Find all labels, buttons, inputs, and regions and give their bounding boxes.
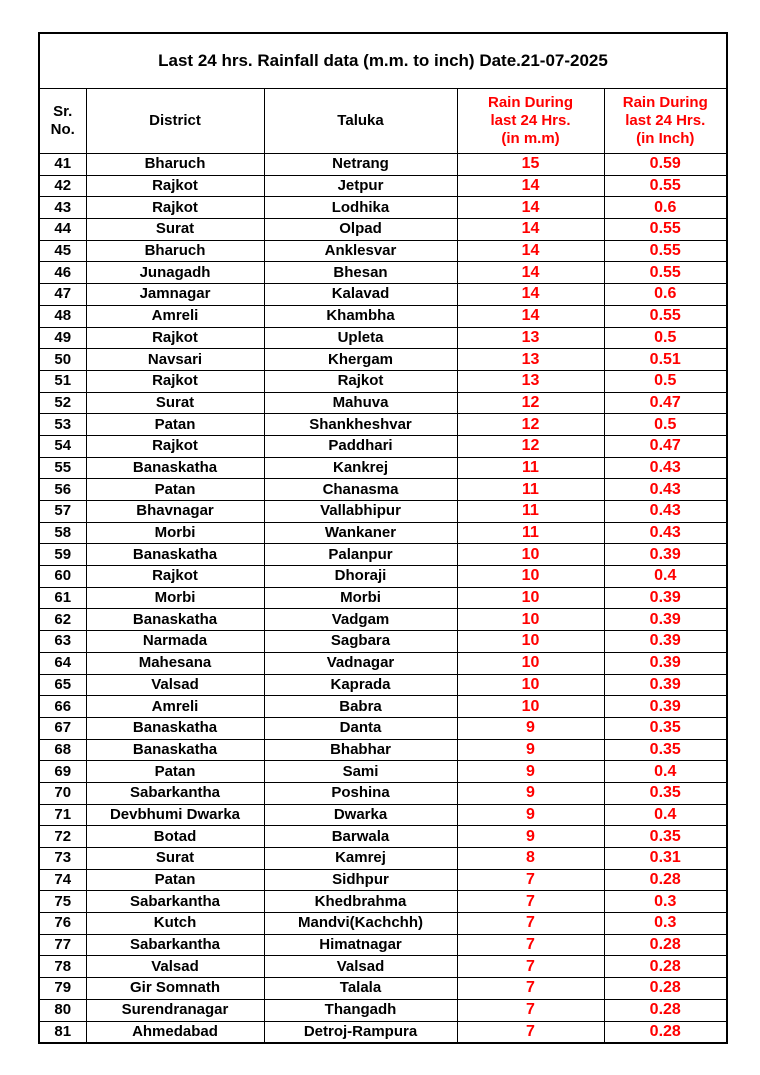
cell-taluka: Barwala (264, 826, 457, 848)
table-row (40, 284, 726, 306)
cell-rain-inch: 0.5 (604, 414, 726, 436)
cell-rain-inch: 0.5 (604, 370, 726, 392)
table-row (40, 457, 726, 479)
cell-district: Rajkot (86, 197, 264, 219)
cell-taluka: Valsad (264, 956, 457, 978)
cell-sr-no: 46 (40, 262, 86, 284)
cell-rain-mm: 7 (457, 1021, 604, 1042)
header-rain-inch: Rain During last 24 Hrs. (in Inch) (604, 89, 726, 154)
table-row (40, 305, 726, 327)
cell-rain-mm: 13 (457, 370, 604, 392)
cell-rain-mm: 11 (457, 457, 604, 479)
cell-taluka: Sami (264, 761, 457, 783)
cell-rain-mm: 13 (457, 349, 604, 371)
cell-district: Bharuch (86, 240, 264, 262)
cell-district: Ahmedabad (86, 1021, 264, 1042)
cell-sr-no: 77 (40, 934, 86, 956)
cell-sr-no: 80 (40, 999, 86, 1021)
cell-rain-inch: 0.6 (604, 197, 726, 219)
cell-rain-inch: 0.28 (604, 978, 726, 1000)
table-row (40, 826, 726, 848)
cell-rain-mm: 7 (457, 913, 604, 935)
cell-sr-no: 68 (40, 739, 86, 761)
cell-sr-no: 75 (40, 891, 86, 913)
cell-district: Banaskatha (86, 717, 264, 739)
cell-taluka: Bhesan (264, 262, 457, 284)
cell-rain-inch: 0.28 (604, 956, 726, 978)
cell-sr-no: 70 (40, 782, 86, 804)
cell-sr-no: 63 (40, 631, 86, 653)
cell-sr-no: 78 (40, 956, 86, 978)
cell-district: Rajkot (86, 327, 264, 349)
header-sr-no: Sr. No. (40, 89, 86, 154)
cell-rain-inch: 0.55 (604, 240, 726, 262)
cell-taluka: Detroj-Rampura (264, 1021, 457, 1042)
cell-district: Banaskatha (86, 544, 264, 566)
cell-district: Amreli (86, 305, 264, 327)
cell-rain-inch: 0.51 (604, 349, 726, 371)
cell-district: Bharuch (86, 154, 264, 176)
cell-district: Patan (86, 761, 264, 783)
cell-sr-no: 74 (40, 869, 86, 891)
cell-sr-no: 79 (40, 978, 86, 1000)
cell-rain-inch: 0.55 (604, 262, 726, 284)
cell-taluka: Poshina (264, 782, 457, 804)
page-title: Last 24 hrs. Rainfall data (m.m. to inch) Date.21-07-2025 (40, 34, 726, 89)
cell-taluka: Lodhika (264, 197, 457, 219)
cell-rain-inch: 0.39 (604, 609, 726, 631)
cell-sr-no: 81 (40, 1021, 86, 1042)
table-row (40, 414, 726, 436)
cell-sr-no: 42 (40, 175, 86, 197)
table-row (40, 934, 726, 956)
cell-rain-mm: 10 (457, 587, 604, 609)
cell-district: Surat (86, 219, 264, 241)
cell-district: Surendranagar (86, 999, 264, 1021)
cell-rain-mm: 7 (457, 891, 604, 913)
cell-rain-mm: 9 (457, 739, 604, 761)
rainfall-sheet (38, 32, 728, 1044)
cell-rain-mm: 9 (457, 826, 604, 848)
cell-sr-no: 45 (40, 240, 86, 262)
cell-district: Surat (86, 392, 264, 414)
table-row (40, 370, 726, 392)
cell-rain-inch: 0.35 (604, 782, 726, 804)
cell-taluka: Kalavad (264, 284, 457, 306)
cell-district: Morbi (86, 522, 264, 544)
cell-rain-inch: 0.4 (604, 804, 726, 826)
cell-rain-inch: 0.3 (604, 891, 726, 913)
cell-rain-inch: 0.28 (604, 1021, 726, 1042)
cell-taluka: Khedbrahma (264, 891, 457, 913)
cell-sr-no: 55 (40, 457, 86, 479)
cell-sr-no: 71 (40, 804, 86, 826)
cell-rain-mm: 11 (457, 501, 604, 523)
table-row (40, 501, 726, 523)
cell-sr-no: 58 (40, 522, 86, 544)
cell-rain-mm: 14 (457, 219, 604, 241)
table-body (40, 154, 726, 1043)
cell-taluka: Mandvi(Kachchh) (264, 913, 457, 935)
table-row (40, 587, 726, 609)
cell-rain-mm: 10 (457, 674, 604, 696)
cell-rain-inch: 0.39 (604, 674, 726, 696)
table-row (40, 631, 726, 653)
table-row (40, 262, 726, 284)
cell-sr-no: 54 (40, 435, 86, 457)
cell-rain-mm: 14 (457, 175, 604, 197)
cell-rain-mm: 11 (457, 479, 604, 501)
cell-rain-mm: 8 (457, 848, 604, 870)
cell-rain-inch: 0.3 (604, 913, 726, 935)
table-row (40, 327, 726, 349)
cell-district: Valsad (86, 674, 264, 696)
cell-district: Devbhumi Dwarka (86, 804, 264, 826)
cell-district: Surat (86, 848, 264, 870)
table-row (40, 219, 726, 241)
table-row (40, 761, 726, 783)
table-row (40, 804, 726, 826)
table-row (40, 696, 726, 718)
cell-taluka: Netrang (264, 154, 457, 176)
cell-rain-inch: 0.31 (604, 848, 726, 870)
cell-rain-mm: 14 (457, 240, 604, 262)
cell-sr-no: 52 (40, 392, 86, 414)
cell-rain-inch: 0.39 (604, 652, 726, 674)
cell-sr-no: 64 (40, 652, 86, 674)
table-row (40, 869, 726, 891)
table-row (40, 956, 726, 978)
cell-taluka: Bhabhar (264, 739, 457, 761)
cell-rain-mm: 7 (457, 999, 604, 1021)
cell-district: Rajkot (86, 175, 264, 197)
cell-rain-inch: 0.43 (604, 501, 726, 523)
cell-rain-mm: 10 (457, 652, 604, 674)
cell-district: Morbi (86, 587, 264, 609)
table-row (40, 609, 726, 631)
cell-taluka: Morbi (264, 587, 457, 609)
cell-rain-mm: 12 (457, 435, 604, 457)
table-row (40, 891, 726, 913)
cell-taluka: Sagbara (264, 631, 457, 653)
cell-sr-no: 48 (40, 305, 86, 327)
cell-taluka: Dhoraji (264, 566, 457, 588)
table-row (40, 240, 726, 262)
cell-rain-mm: 7 (457, 956, 604, 978)
table-row (40, 566, 726, 588)
table-row (40, 913, 726, 935)
cell-sr-no: 43 (40, 197, 86, 219)
cell-taluka: Vallabhipur (264, 501, 457, 523)
cell-district: Mahesana (86, 652, 264, 674)
cell-rain-inch: 0.28 (604, 999, 726, 1021)
cell-rain-mm: 10 (457, 544, 604, 566)
cell-taluka: Mahuva (264, 392, 457, 414)
cell-rain-inch: 0.39 (604, 587, 726, 609)
cell-rain-inch: 0.39 (604, 696, 726, 718)
cell-taluka: Dwarka (264, 804, 457, 826)
cell-district: Narmada (86, 631, 264, 653)
cell-rain-mm: 10 (457, 566, 604, 588)
cell-rain-mm: 15 (457, 154, 604, 176)
cell-taluka: Wankaner (264, 522, 457, 544)
cell-rain-inch: 0.28 (604, 934, 726, 956)
cell-rain-inch: 0.55 (604, 305, 726, 327)
cell-taluka: Olpad (264, 219, 457, 241)
cell-rain-inch: 0.55 (604, 219, 726, 241)
cell-rain-inch: 0.4 (604, 566, 726, 588)
table-row (40, 717, 726, 739)
cell-sr-no: 57 (40, 501, 86, 523)
cell-taluka: Kaprada (264, 674, 457, 696)
cell-taluka: Kankrej (264, 457, 457, 479)
cell-district: Bhavnagar (86, 501, 264, 523)
cell-taluka: Vadgam (264, 609, 457, 631)
cell-rain-mm: 10 (457, 696, 604, 718)
table-row (40, 739, 726, 761)
cell-taluka: Jetpur (264, 175, 457, 197)
cell-rain-inch: 0.6 (604, 284, 726, 306)
cell-district: Rajkot (86, 370, 264, 392)
cell-taluka: Khergam (264, 349, 457, 371)
cell-rain-inch: 0.47 (604, 435, 726, 457)
cell-sr-no: 67 (40, 717, 86, 739)
cell-rain-mm: 12 (457, 392, 604, 414)
cell-rain-inch: 0.59 (604, 154, 726, 176)
cell-district: Kutch (86, 913, 264, 935)
cell-rain-mm: 9 (457, 761, 604, 783)
cell-sr-no: 47 (40, 284, 86, 306)
cell-sr-no: 53 (40, 414, 86, 436)
cell-taluka: Anklesvar (264, 240, 457, 262)
cell-rain-mm: 9 (457, 804, 604, 826)
cell-rain-mm: 10 (457, 609, 604, 631)
cell-district: Patan (86, 479, 264, 501)
cell-rain-mm: 11 (457, 522, 604, 544)
header-taluka: Taluka (264, 89, 457, 154)
cell-rain-mm: 7 (457, 869, 604, 891)
cell-sr-no: 59 (40, 544, 86, 566)
cell-rain-inch: 0.35 (604, 717, 726, 739)
cell-district: Rajkot (86, 435, 264, 457)
cell-taluka: Himatnagar (264, 934, 457, 956)
cell-sr-no: 44 (40, 219, 86, 241)
table-row (40, 652, 726, 674)
table-row (40, 1021, 726, 1042)
cell-taluka: Talala (264, 978, 457, 1000)
cell-sr-no: 72 (40, 826, 86, 848)
cell-district: Sabarkantha (86, 891, 264, 913)
cell-sr-no: 60 (40, 566, 86, 588)
cell-district: Patan (86, 414, 264, 436)
cell-rain-inch: 0.43 (604, 479, 726, 501)
table-row (40, 848, 726, 870)
cell-rain-inch: 0.35 (604, 826, 726, 848)
cell-district: Patan (86, 869, 264, 891)
header-district: District (86, 89, 264, 154)
cell-district: Amreli (86, 696, 264, 718)
cell-taluka: Thangadh (264, 999, 457, 1021)
cell-rain-inch: 0.43 (604, 457, 726, 479)
cell-district: Banaskatha (86, 739, 264, 761)
cell-district: Jamnagar (86, 284, 264, 306)
table-row (40, 782, 726, 804)
table-row (40, 175, 726, 197)
cell-rain-mm: 12 (457, 414, 604, 436)
cell-rain-mm: 9 (457, 782, 604, 804)
cell-taluka: Paddhari (264, 435, 457, 457)
cell-rain-mm: 14 (457, 284, 604, 306)
table-row (40, 349, 726, 371)
cell-rain-mm: 13 (457, 327, 604, 349)
cell-taluka: Danta (264, 717, 457, 739)
table-row (40, 479, 726, 501)
cell-taluka: Palanpur (264, 544, 457, 566)
cell-sr-no: 41 (40, 154, 86, 176)
cell-sr-no: 69 (40, 761, 86, 783)
cell-district: Banaskatha (86, 457, 264, 479)
cell-rain-inch: 0.39 (604, 631, 726, 653)
cell-district: Gir Somnath (86, 978, 264, 1000)
cell-rain-inch: 0.4 (604, 761, 726, 783)
cell-rain-mm: 9 (457, 717, 604, 739)
cell-taluka: Kamrej (264, 848, 457, 870)
table-row (40, 435, 726, 457)
cell-sr-no: 61 (40, 587, 86, 609)
cell-rain-inch: 0.39 (604, 544, 726, 566)
cell-sr-no: 76 (40, 913, 86, 935)
cell-sr-no: 73 (40, 848, 86, 870)
cell-district: Navsari (86, 349, 264, 371)
cell-rain-inch: 0.28 (604, 869, 726, 891)
cell-district: Valsad (86, 956, 264, 978)
cell-rain-mm: 7 (457, 934, 604, 956)
table-row (40, 392, 726, 414)
table-row (40, 522, 726, 544)
cell-sr-no: 56 (40, 479, 86, 501)
header-row (40, 89, 726, 154)
cell-sr-no: 66 (40, 696, 86, 718)
cell-district: Sabarkantha (86, 782, 264, 804)
header-rain-mm: Rain During last 24 Hrs. (in m.m) (457, 89, 604, 154)
cell-rain-inch: 0.35 (604, 739, 726, 761)
cell-taluka: Khambha (264, 305, 457, 327)
cell-rain-mm: 10 (457, 631, 604, 653)
cell-taluka: Babra (264, 696, 457, 718)
rainfall-table (40, 89, 726, 1042)
cell-rain-mm: 14 (457, 262, 604, 284)
cell-sr-no: 65 (40, 674, 86, 696)
table-row (40, 544, 726, 566)
cell-rain-inch: 0.55 (604, 175, 726, 197)
cell-sr-no: 50 (40, 349, 86, 371)
cell-rain-inch: 0.43 (604, 522, 726, 544)
cell-taluka: Upleta (264, 327, 457, 349)
cell-rain-mm: 14 (457, 197, 604, 219)
table-row (40, 978, 726, 1000)
cell-rain-mm: 7 (457, 978, 604, 1000)
cell-sr-no: 49 (40, 327, 86, 349)
cell-taluka: Sidhpur (264, 869, 457, 891)
cell-district: Botad (86, 826, 264, 848)
cell-rain-mm: 14 (457, 305, 604, 327)
cell-taluka: Rajkot (264, 370, 457, 392)
table-row (40, 197, 726, 219)
cell-taluka: Vadnagar (264, 652, 457, 674)
table-row (40, 154, 726, 176)
cell-rain-inch: 0.47 (604, 392, 726, 414)
cell-sr-no: 51 (40, 370, 86, 392)
cell-rain-inch: 0.5 (604, 327, 726, 349)
cell-taluka: Chanasma (264, 479, 457, 501)
cell-district: Banaskatha (86, 609, 264, 631)
cell-sr-no: 62 (40, 609, 86, 631)
cell-district: Sabarkantha (86, 934, 264, 956)
cell-district: Junagadh (86, 262, 264, 284)
table-row (40, 999, 726, 1021)
cell-taluka: Shankheshvar (264, 414, 457, 436)
cell-district: Rajkot (86, 566, 264, 588)
table-row (40, 674, 726, 696)
